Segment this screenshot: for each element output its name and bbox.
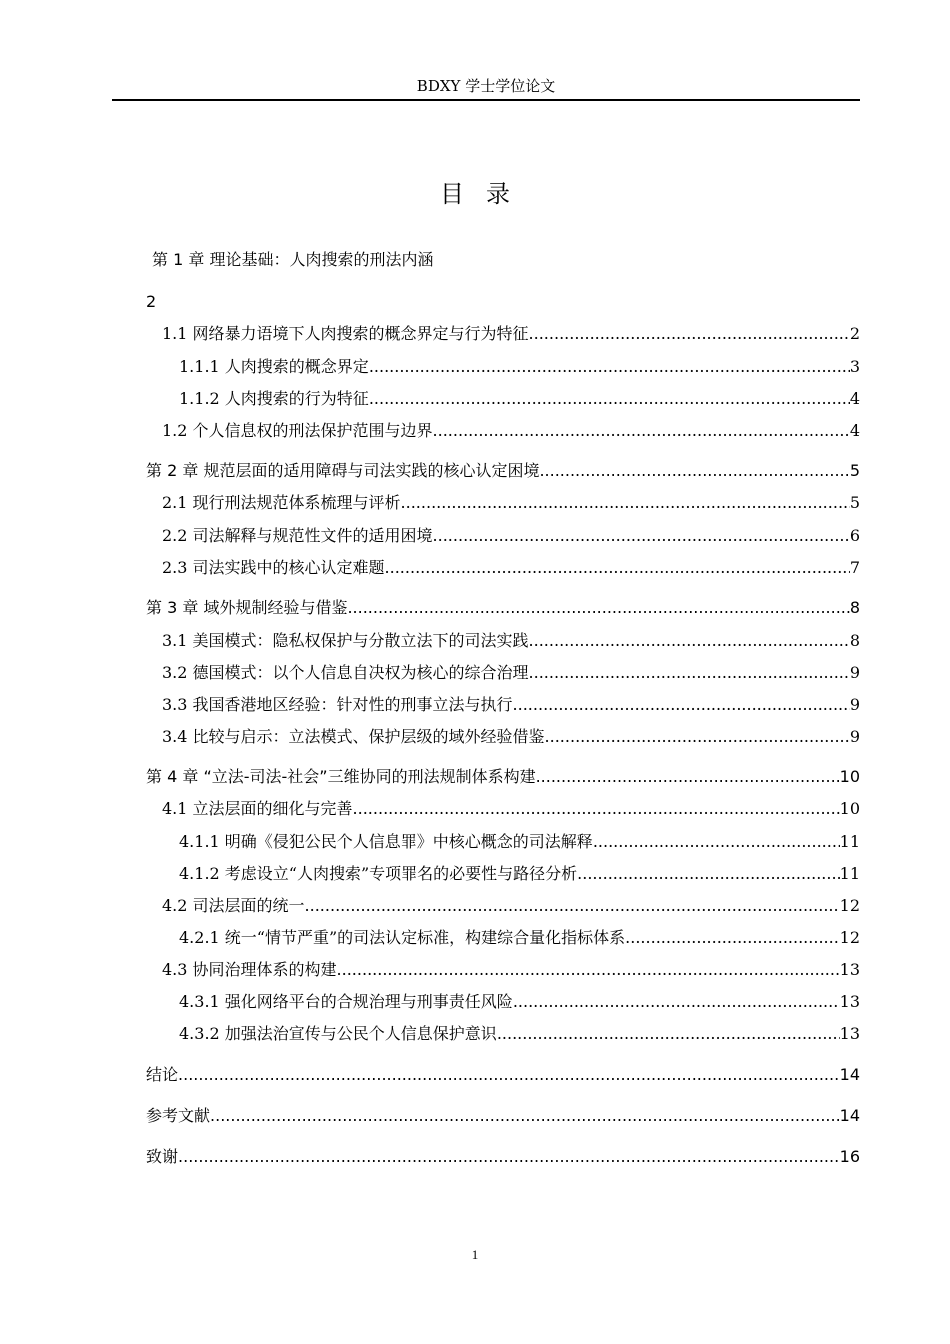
toc-entry-label: 4.1.2 考虑设立“人肉搜索”专项罪名的必要性与路径分析 [179, 864, 578, 883]
toc-entry[interactable] [162, 662, 860, 684]
toc-entry[interactable] [162, 492, 860, 514]
toc-entry-page: 11 [839, 832, 860, 851]
toc-entry[interactable] [162, 726, 860, 748]
toc-entry[interactable] [179, 1023, 860, 1045]
toc-entry-label: 第 2 章 规范层面的适用障碍与司法实践的核心认定困境 [146, 461, 540, 480]
toc-entry-page: 16 [839, 1147, 860, 1166]
toc-dot-leader [369, 388, 850, 410]
toc-entry[interactable] [162, 420, 860, 442]
toc-entry-label: 4.1 立法层面的细化与完善 [162, 799, 353, 818]
toc-dot-leader [210, 1105, 840, 1127]
toc-entry[interactable] [179, 388, 860, 410]
toc-entry-label: 4.3.1 强化网络平台的合规治理与刑事责任风险 [179, 992, 513, 1011]
toc-entry-label: 1.2 个人信息权的刑法保护范围与边界 [162, 421, 433, 440]
toc-entry-page: 12 [839, 896, 860, 915]
toc-dot-leader [577, 863, 839, 885]
toc-chapter-1-label[interactable]: 第 1 章 理论基础：人肉搜索的刑法内涵 [152, 250, 434, 269]
toc-entry-label: 1.1.1 人肉搜索的概念界定 [179, 357, 369, 376]
toc-entry[interactable] [146, 1146, 860, 1168]
toc-entry-label: 3.1 美国模式：隐私权保护与分散立法下的司法实践 [162, 631, 529, 650]
toc-entry-page: 13 [839, 960, 860, 979]
toc-entry[interactable] [146, 766, 860, 788]
toc-title: 目录 [440, 180, 532, 208]
toc-entry[interactable] [162, 557, 860, 579]
toc-dot-leader [529, 630, 850, 652]
toc-entry[interactable] [162, 630, 860, 652]
toc-entry-label: 4.3.2 加强法治宣传与公民个人信息保护意识 [179, 1024, 497, 1043]
toc-dot-leader [545, 726, 850, 748]
toc-dot-leader [178, 1146, 840, 1168]
toc-entry[interactable] [162, 959, 860, 981]
toc-dot-leader [433, 525, 850, 547]
toc-dot-leader [529, 662, 850, 684]
toc-entry[interactable] [179, 831, 860, 853]
toc-dot-leader [497, 1023, 840, 1045]
toc-entry-label: 3.3 我国香港地区经验：针对性的刑事立法与执行 [162, 695, 513, 714]
toc-entry-page: 10 [839, 767, 860, 786]
toc-entry-page: 11 [839, 864, 860, 883]
toc-entry-page: 10 [839, 799, 860, 818]
toc-dot-leader [353, 798, 840, 820]
toc-entry[interactable] [162, 525, 860, 547]
toc-dot-leader [593, 831, 840, 853]
toc-dot-leader [513, 991, 840, 1013]
toc-entry-label: 4.2 司法层面的统一 [162, 896, 305, 915]
toc-dot-leader [385, 557, 850, 579]
toc-entry-page: 5 [849, 493, 860, 512]
toc-entry-label: 第 4 章 “立法-司法-社会”三维协同的刑法规制体系构建 [146, 767, 536, 786]
toc-entry[interactable] [146, 597, 860, 619]
toc-entry-page: 5 [849, 461, 860, 480]
toc-entry-page: 2 [849, 324, 860, 343]
toc-dot-leader [305, 895, 840, 917]
running-header: BDXY 学士学位论文 [416, 77, 556, 95]
toc-entry-page: 6 [849, 526, 860, 545]
toc-entry[interactable] [162, 323, 860, 345]
toc-entry-page: 9 [849, 727, 860, 746]
toc-dot-leader [529, 323, 850, 345]
toc-entry-label: 致谢 [146, 1147, 179, 1166]
toc-entry-page: 8 [849, 631, 860, 650]
toc-entry-label: 第 3 章 域外规制经验与借鉴 [146, 598, 348, 617]
toc-dot-leader [347, 597, 849, 619]
toc-entry-label: 4.1.1 明确《侵犯公民个人信息罪》中核心概念的司法解释 [179, 832, 593, 851]
toc-entry-page: 13 [839, 992, 860, 1011]
toc-chapter-1-page: 2 [146, 292, 157, 311]
toc-dot-leader [539, 460, 849, 482]
header-rule [112, 99, 860, 101]
toc-entry[interactable] [146, 460, 860, 482]
toc-entry-page: 8 [849, 598, 860, 617]
toc-entry[interactable] [179, 863, 860, 885]
toc-entry-page: 12 [839, 928, 860, 947]
toc-dot-leader [337, 959, 840, 981]
toc-entry-page: 13 [839, 1024, 860, 1043]
toc-entry-label: 2.3 司法实践中的核心认定难题 [162, 558, 385, 577]
toc-entry-page: 9 [849, 695, 860, 714]
toc-entry-label: 2.1 现行刑法规范体系梳理与评析 [162, 493, 401, 512]
toc-dot-leader [178, 1064, 840, 1086]
toc-dot-leader [513, 694, 850, 716]
toc-entry[interactable] [179, 991, 860, 1013]
toc-entry-page: 7 [849, 558, 860, 577]
toc-dot-leader [433, 420, 850, 442]
toc-entry-label: 结论 [146, 1065, 179, 1084]
toc-entry-label: 参考文献 [146, 1106, 211, 1125]
toc-dot-leader [401, 492, 850, 514]
toc-entry-label: 3.4 比较与启示：立法模式、保护层级的域外经验借鉴 [162, 727, 545, 746]
toc-entry-page: 14 [839, 1065, 860, 1084]
page-number: 1 [471, 1247, 479, 1262]
toc-entry-page: 4 [849, 389, 860, 408]
toc-entry[interactable] [146, 1064, 860, 1086]
toc-entry-label: 4.3 协同治理体系的构建 [162, 960, 337, 979]
toc-entry[interactable] [179, 356, 860, 378]
toc-entry-label: 2.2 司法解释与规范性文件的适用困境 [162, 526, 433, 545]
toc-entry[interactable] [162, 895, 860, 917]
toc-entry-label: 4.2.1 统一“情节严重”的司法认定标准，构建综合量化指标体系 [179, 928, 626, 947]
toc-entry[interactable] [162, 798, 860, 820]
toc-entry[interactable] [146, 1105, 860, 1127]
toc-entry-page: 9 [849, 663, 860, 682]
toc-entry-page: 14 [839, 1106, 860, 1125]
toc-entry-page: 4 [849, 421, 860, 440]
toc-entry-label: 1.1.2 人肉搜索的行为特征 [179, 389, 369, 408]
toc-dot-leader [536, 766, 840, 788]
toc-entry[interactable] [179, 927, 860, 949]
toc-dot-leader [625, 927, 839, 949]
toc-entry-page: 3 [849, 357, 860, 376]
toc-entry-label: 3.2 德国模式：以个人信息自决权为核心的综合治理 [162, 663, 529, 682]
toc-dot-leader [369, 356, 850, 378]
toc-entry[interactable] [162, 694, 860, 716]
toc-entry-label: 1.1 网络暴力语境下人肉搜索的概念界定与行为特征 [162, 324, 529, 343]
